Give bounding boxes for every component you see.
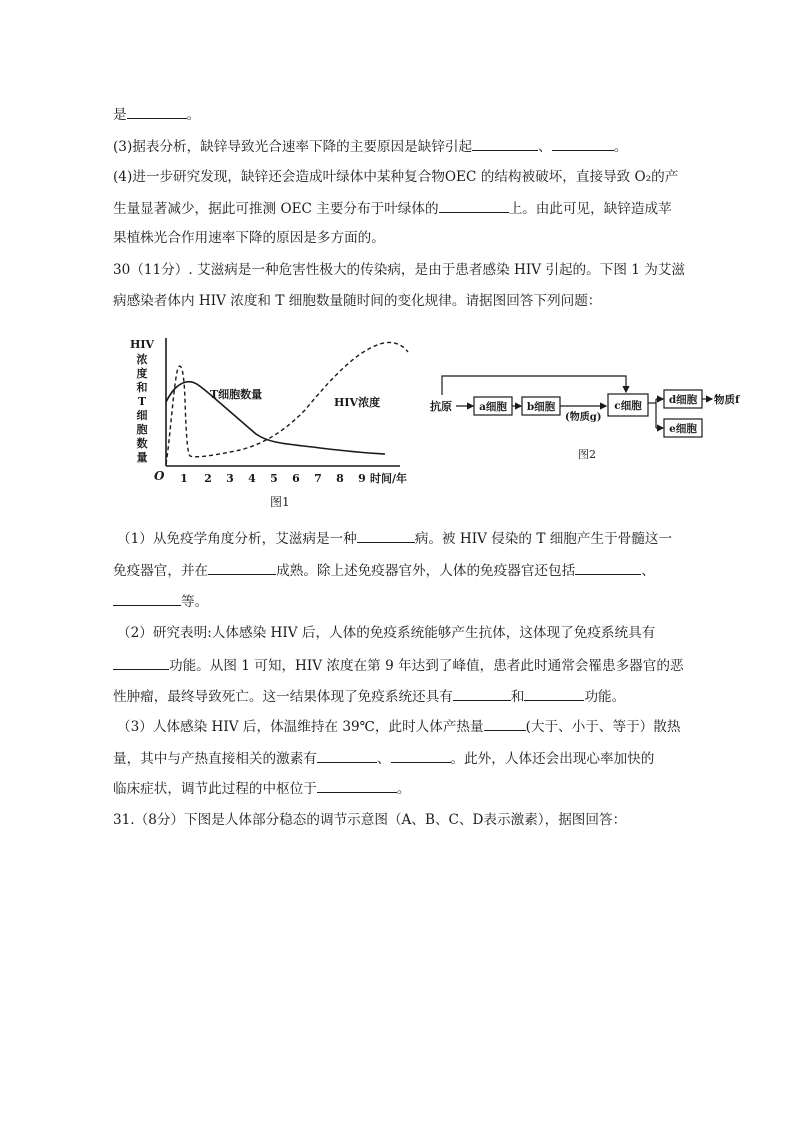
t-cell-curve (166, 382, 385, 454)
part-2-line3: 性肿瘤，最终导致死亡。这一结果体现了免疫系统还具有 和 功能。 (113, 686, 625, 707)
c-cell-label: c细胞 (614, 400, 642, 412)
part-3-line1: （3）人体感染 HIV 后，体温维持在 39℃，此时人体产热量 (大于、小于、等于）散热 (117, 716, 680, 737)
figure-1-caption: 图1 (270, 495, 290, 509)
svg-text:浓: 浓 (136, 353, 148, 366)
answer-blank[interactable] (127, 104, 187, 119)
answer-blank[interactable] (552, 136, 614, 151)
x-tick: 5 (270, 472, 278, 485)
question-4-line1: (4)进一步研究发现，缺锌还会造成叶绿体中某种复合物OEC 的结构被破坏，直接导致 O₂的产 (113, 169, 679, 185)
origin-label: O (154, 469, 165, 483)
antigen-to-c-arrow (442, 376, 626, 395)
answer-blank[interactable] (113, 591, 181, 606)
x-tick: 6 (292, 472, 300, 485)
svg-text:数: 数 (136, 437, 148, 450)
svg-text:HIV: HIV (130, 338, 155, 351)
x-tick: 7 (314, 472, 322, 485)
part-1-line3: 等。 (113, 591, 208, 612)
svg-text:胞: 胞 (136, 423, 148, 436)
figure-1-graph (130, 330, 420, 520)
answer-blank[interactable] (317, 748, 377, 763)
antigen-label: 抗原 (430, 400, 452, 413)
answer-blank[interactable] (208, 560, 276, 575)
figure-2-caption: 图2 (578, 448, 596, 461)
y-axis-label (130, 338, 154, 464)
t-cell-series-label: T细胞数量 (210, 388, 263, 401)
question-4-line3: 果植株光合作用速率下降的原因是多方面的。 (113, 230, 385, 246)
svg-text:T: T (137, 395, 147, 408)
answer-blank[interactable] (391, 748, 451, 763)
answer-blank[interactable] (472, 136, 538, 151)
answer-blank[interactable] (439, 198, 509, 213)
substance-f-label: 物质f (714, 394, 740, 406)
svg-text:度: 度 (136, 367, 148, 380)
answer-blank[interactable] (524, 686, 584, 701)
d-cell-label: d细胞 (668, 394, 698, 406)
x-tick: 9 (358, 472, 366, 485)
x-tick: 3 (226, 472, 234, 485)
x-tick: 1 (180, 472, 188, 485)
part-1-line2: 免疫器官，并在 成熟。除上述免疫器官外，人体的免疫器官还包括 、 (113, 560, 655, 581)
x-axis-label: 时间/年 (370, 472, 408, 485)
x-tick: 2 (204, 472, 212, 485)
answer-blank[interactable] (575, 560, 641, 575)
svg-text:细: 细 (136, 409, 148, 422)
part-3-line2: 量，其中与产热直接相关的激素有 、 。此外，人体还会出现心率加快的 (113, 748, 654, 769)
a-cell-label: a细胞 (479, 401, 507, 413)
answer-blank[interactable] (357, 528, 415, 543)
question-30-line1: 30（11分）. 艾滋病是一种危害性极大的传染病，是由于患者感染 HIV 引起的。下图 1 为艾滋 (113, 262, 685, 278)
part-3-line3: 临床症状，调节此过程的中枢位于 。 (113, 778, 411, 799)
part-2-line1: （2）研究表明:人体感染 HIV 后，人体的免疫系统能够产生抗体，这体现了免疫系统具有 (117, 625, 656, 641)
answer-blank[interactable] (113, 655, 169, 670)
answer-blank[interactable] (317, 778, 397, 793)
svg-text:和: 和 (136, 381, 148, 394)
answer-blank[interactable] (453, 686, 511, 701)
svg-text:量: 量 (136, 451, 148, 464)
figure-2-flowchart (428, 362, 772, 472)
question-4-line2: 生量显著减少，据此可推测 OEC 主要分布于叶绿体的 上。由此可见，缺锌造成苹 (113, 198, 672, 219)
question-31: 31.（8分）下图是人体部分稳态的调节示意图（A、B、C、D表示激素），据图回答： (113, 812, 627, 828)
hiv-series-label: HIV浓度 (334, 396, 381, 409)
e-cell-label: e细胞 (669, 423, 697, 435)
x-ticks (180, 472, 366, 485)
answer-line-prev: 是 。 (113, 104, 200, 125)
answer-blank[interactable] (484, 716, 526, 731)
x-tick: 8 (336, 472, 344, 485)
b-cell-label: b细胞 (526, 401, 556, 413)
part-1-line1: （1）从免疫学角度分析，艾滋病是一种 病。被 HIV 侵染的 T 细胞产生于骨髓这一 (117, 528, 672, 549)
substance-g-label: (物质g) (565, 412, 602, 423)
question-30-line2: 病感染者体内 HIV 浓度和 T 细胞数量随时间的变化规律。请据图回答下列问题： (113, 293, 602, 309)
x-tick: 4 (248, 472, 256, 485)
question-3: (3)据表分析，缺锌导致光合速率下降的主要原因是缺锌引起 、 。 (113, 136, 627, 157)
part-2-line2: 功能。从图 1 可知，HIV 浓度在第 9 年达到了峰值，患者此时通常会罹患多器官的恶 (113, 655, 684, 676)
